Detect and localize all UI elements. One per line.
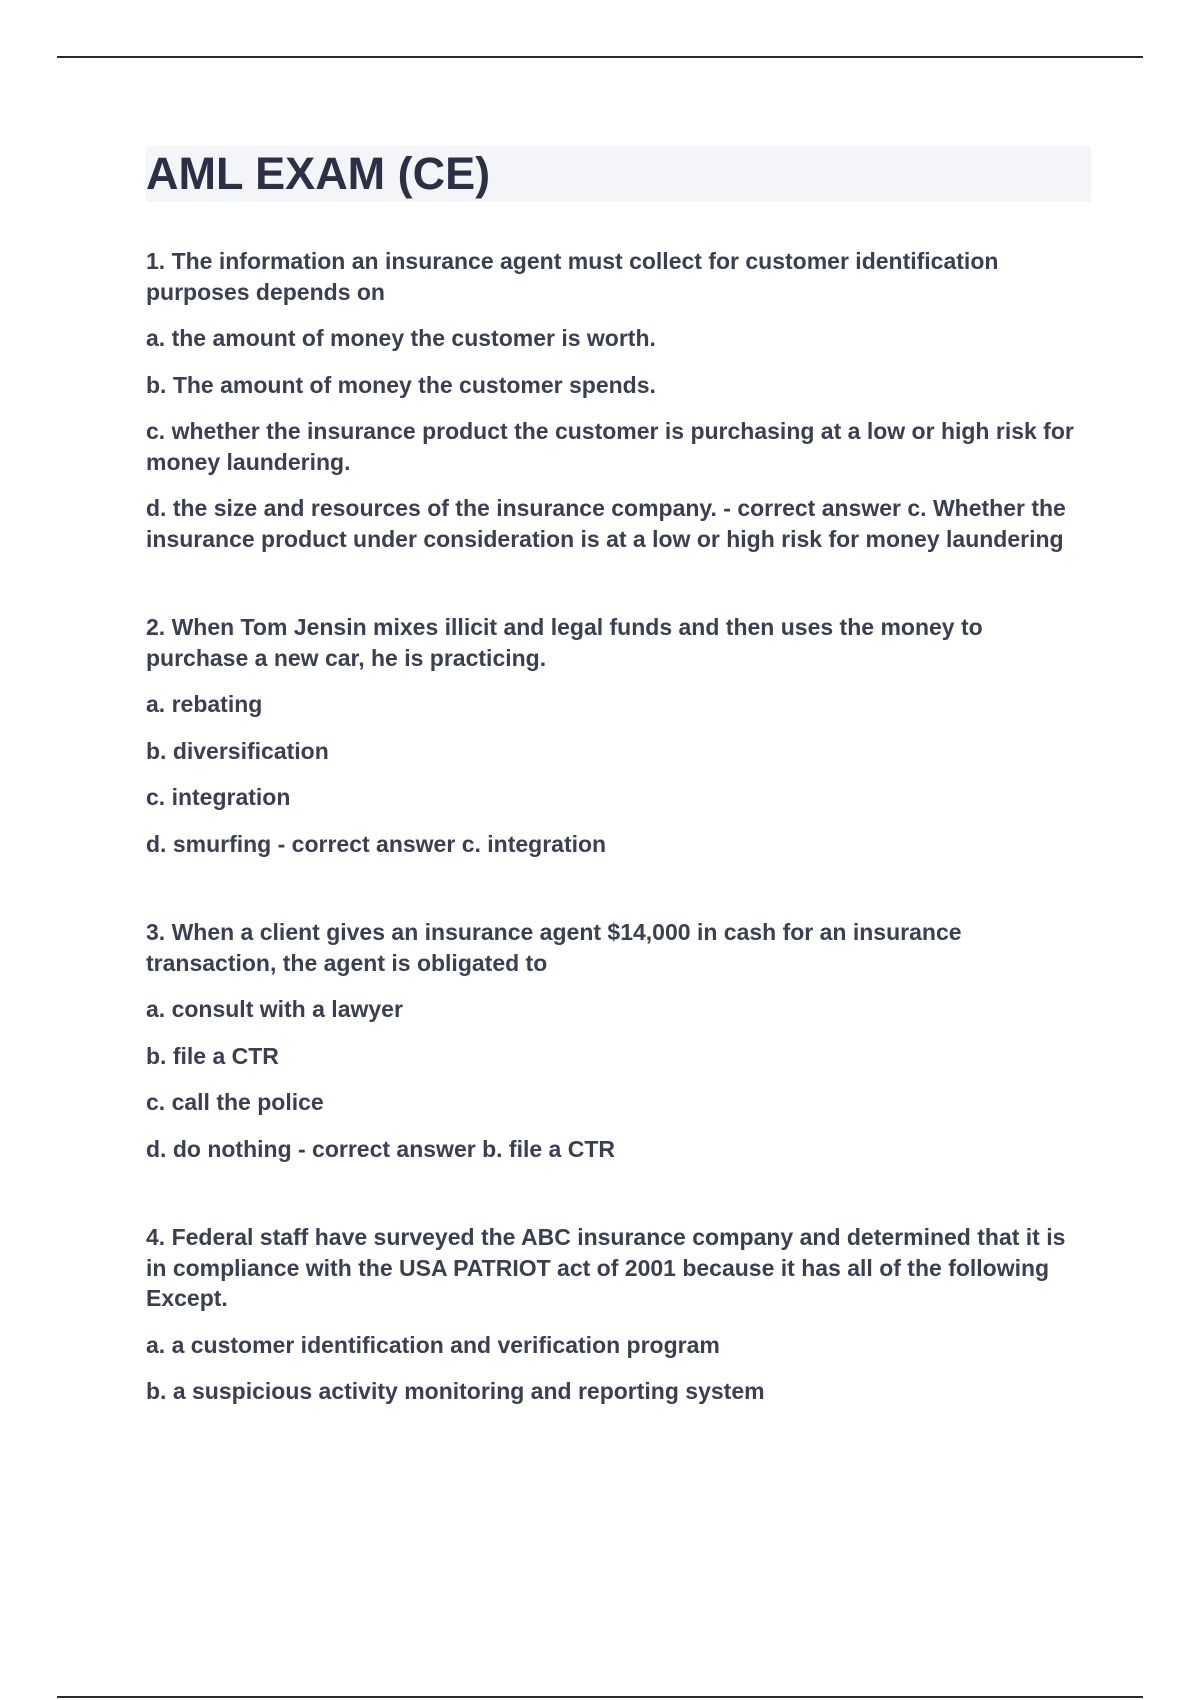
- answer-option: a. consult with a lawyer: [146, 996, 403, 1022]
- answer-option: a. a customer identification and verification program: [146, 1331, 720, 1358]
- answer-option: b. The amount of money the customer spends.: [146, 371, 656, 398]
- question-text: 1. The information an insurance agent must collect for customer identification purposes depends on: [146, 248, 999, 305]
- answer-option: d. smurfing - correct answer c. integration: [146, 830, 607, 857]
- answer-option: b. file a CTR: [146, 1042, 279, 1069]
- document-title: AML EXAM (CE): [146, 148, 491, 199]
- question-3: [146, 917, 1091, 1164]
- answer-option: b. a suspicious activity monitoring and reporting system: [146, 1378, 765, 1404]
- question-1: [146, 246, 1091, 554]
- answer-option: a. rebating: [146, 691, 263, 717]
- question-text: 3. When a client gives an insurance agent $14,000 in cash for an insurance transaction, the agent is obligated to: [146, 919, 962, 976]
- document-content: [146, 146, 1091, 1407]
- question-2: [146, 612, 1091, 859]
- question-4: [146, 1222, 1091, 1407]
- answer-option: c. call the police: [146, 1089, 324, 1115]
- answer-option: c. whether the insurance product the customer is purchasing at a low or high risk for money laundering.: [146, 418, 1074, 475]
- question-text: 4. Federal staff have surveyed the ABC insurance company and determined that it is in compliance with the USA PATRIOT act of 2001 because it has all of the following Except.: [146, 1224, 1066, 1311]
- answer-option: d. do nothing - correct answer b. file a CTR: [146, 1135, 615, 1162]
- answer-option: a. the amount of money the customer is worth.: [146, 325, 656, 351]
- answer-option: b. diversification: [146, 737, 329, 764]
- answer-option: d. the size and resources of the insurance company. - correct answer c. Whether the insurance product under consideration is at a low or high risk for money laundering: [146, 495, 1066, 552]
- answer-option: c. integration: [146, 784, 291, 810]
- title-band: [146, 146, 1091, 202]
- question-text: 2. When Tom Jensin mixes illicit and legal funds and then uses the money to purchase a new car, he is practicing.: [146, 614, 983, 671]
- bottom-page-rule: [57, 1696, 1143, 1698]
- top-page-rule: [57, 56, 1143, 58]
